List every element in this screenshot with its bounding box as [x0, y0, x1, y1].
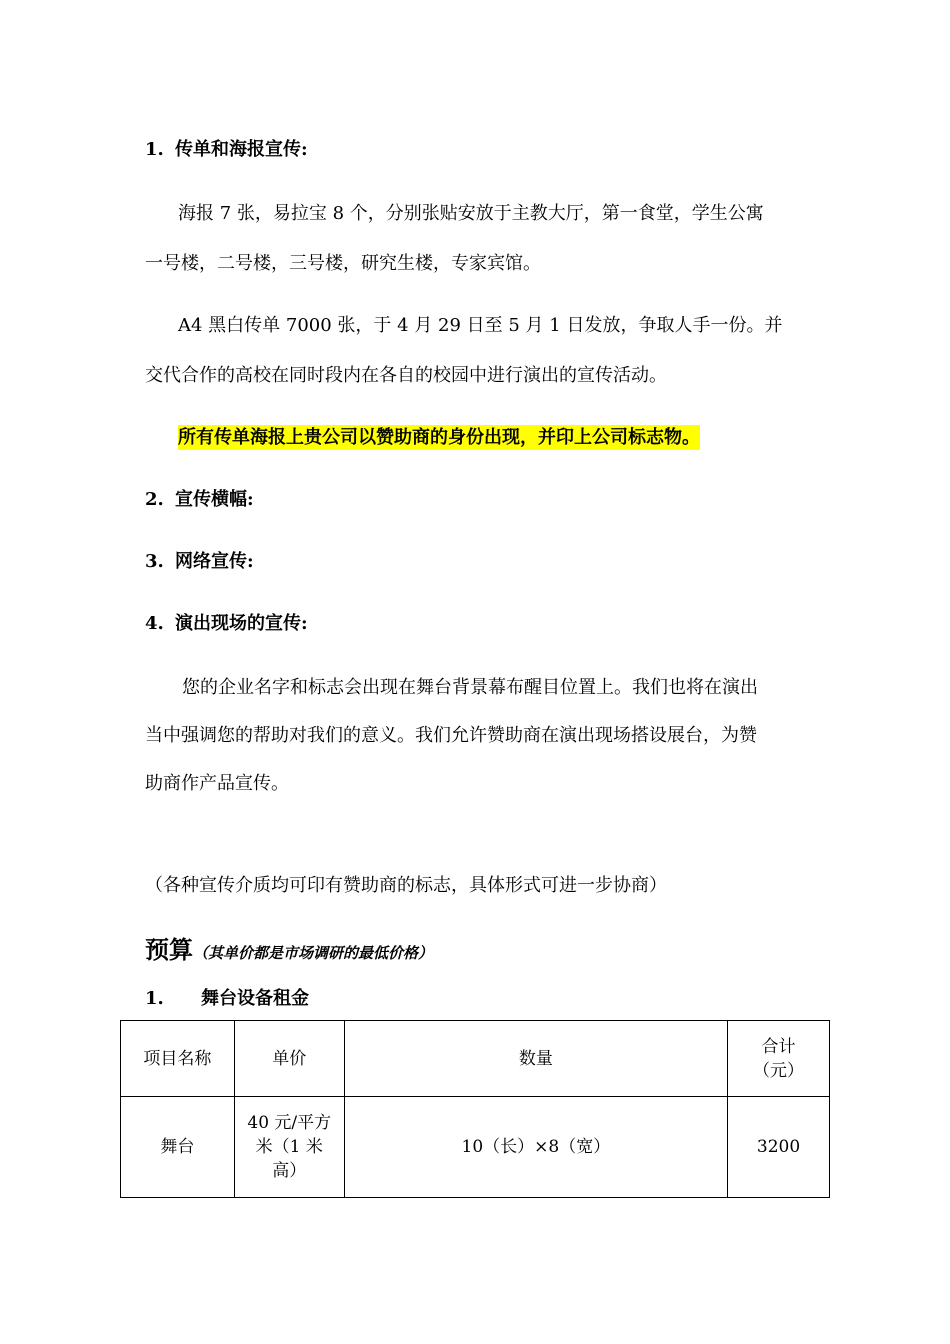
cell-unit-price-line-1: 40 元/平方 [247, 1113, 332, 1133]
section-4-number: 4. [145, 613, 164, 634]
section-1-heading [145, 138, 308, 162]
paragraph-1-line-2: 一号楼，二号楼，三号楼，研究生楼，专家宾馆。 [145, 253, 541, 274]
note-text: （各种宣传介质均可印有赞助商的标志，具体形式可进一步协商） [145, 875, 667, 896]
cell-item-name: 舞台 [121, 1097, 235, 1198]
cell-quantity: 10（长）×8（宽） [344, 1097, 727, 1198]
paragraph-3-line-1: 您的企业名字和标志会出现在舞台背景幕布醒目位置上。我们也将在演出 [182, 677, 758, 698]
header-item-name: 项目名称 [121, 1021, 235, 1097]
header-unit-price: 单价 [234, 1021, 344, 1097]
header-quantity: 数量 [344, 1021, 727, 1097]
highlighted-text: 所有传单海报上贵公司以赞助商的身份出现，并印上公司标志物。 [178, 427, 700, 448]
paragraph-3-line-2: 当中强调您的帮助对我们的意义。我们允许赞助商在演出现场搭设展台，为赞 [145, 725, 757, 746]
section-3-title: 网络宣传: [175, 551, 254, 572]
section-4-heading [145, 612, 308, 636]
header-total [728, 1021, 830, 1097]
section-1-number: 1. [145, 139, 164, 160]
budget-title: 预算 [145, 935, 193, 964]
section-3-heading [145, 550, 254, 574]
paragraph-2-line-2: 交代合作的高校在同时段内在各自的校园中进行演出的宣传活动。 [145, 365, 667, 386]
cell-unit-price [234, 1097, 344, 1198]
header-total-line-2: （元） [753, 1060, 805, 1081]
cell-total: 3200 [728, 1097, 830, 1198]
header-total-line-1: 合计 [761, 1036, 796, 1057]
budget-item-number: 1. [145, 988, 164, 1009]
budget-subtitle: （其单价都是市场调研的最低价格） [193, 944, 434, 962]
section-2-title: 宣传横幅: [175, 489, 254, 510]
section-2-number: 2. [145, 489, 164, 510]
sponsor-highlight [178, 426, 700, 450]
section-2-heading [145, 488, 254, 512]
table-header-row [121, 1021, 830, 1097]
cell-unit-price-line-2: 米（1 米 [255, 1137, 323, 1157]
paragraph-1-line-1: 海报 7 张，易拉宝 8 个，分别张贴安放于主教大厅，第一食堂，学生公寓 [178, 203, 764, 224]
table-row [121, 1097, 830, 1198]
budget-table [120, 1020, 830, 1198]
section-1-title: 传单和海报宣传: [175, 139, 308, 160]
budget-item-title: 舞台设备租金 [201, 988, 309, 1009]
paragraph-2-line-1: A4 黑白传单 7000 张，于 4 月 29 日至 5 月 1 日发放，争取人手一份。并 [178, 315, 783, 336]
paragraph-3-line-3: 助商作产品宣传。 [145, 773, 289, 794]
cell-unit-price-line-3: 高） [272, 1161, 307, 1181]
budget-heading [145, 930, 433, 965]
section-3-number: 3. [145, 551, 164, 572]
budget-item-heading [145, 984, 309, 1010]
section-4-title: 演出现场的宣传: [175, 613, 308, 634]
